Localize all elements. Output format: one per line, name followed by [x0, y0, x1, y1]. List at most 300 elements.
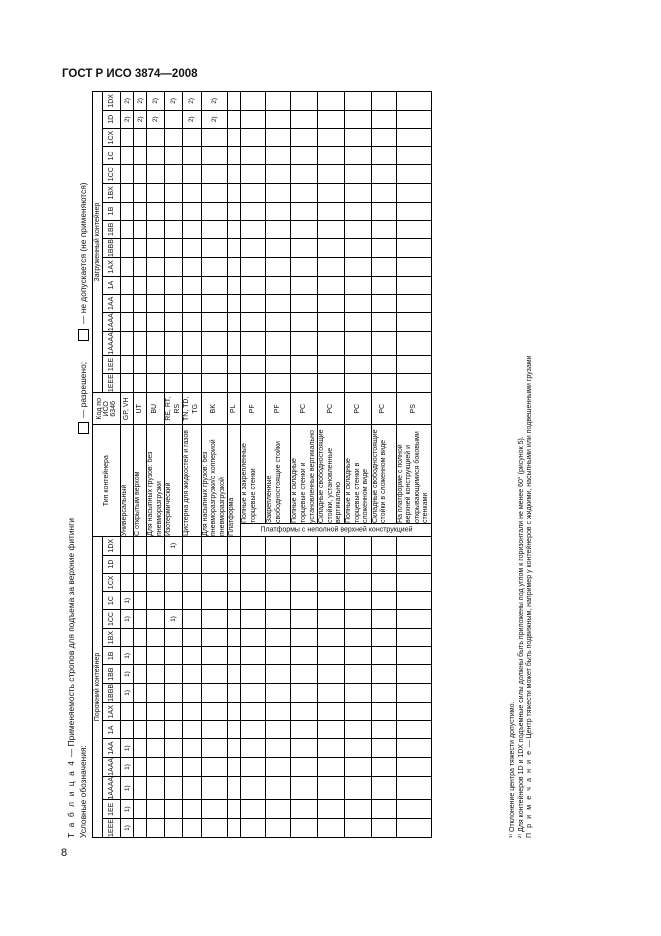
loaded-size-1b: 1B	[103, 202, 121, 220]
table-title	[66, 91, 76, 838]
empty-mark-cell	[371, 647, 396, 665]
iso-code-cell: RE, RT, RS	[165, 393, 183, 425]
empty-mark-cell	[183, 665, 201, 684]
loaded-mark-cell	[318, 276, 345, 294]
loaded-mark-cell	[121, 332, 134, 356]
platform-group-label	[241, 523, 432, 536]
loaded-mark-cell	[183, 147, 201, 165]
empty-mark-cell	[266, 536, 291, 555]
loaded-mark-cell	[121, 258, 134, 277]
table-row	[201, 92, 228, 838]
platform-row	[266, 92, 291, 838]
note	[526, 91, 535, 838]
empty-mark-cell: 1)	[121, 683, 134, 702]
empty-mark-cell	[228, 665, 241, 684]
loaded-mark-cell	[291, 258, 318, 277]
loaded-mark-cell	[371, 313, 396, 332]
loaded-mark-cell	[241, 294, 266, 313]
loaded-size-1a: 1A	[103, 276, 121, 294]
container-type-cell: Цистерна для жидкостей и газов	[183, 425, 201, 537]
empty-mark-cell	[291, 628, 318, 647]
empty-mark-cell	[228, 610, 241, 629]
loaded-mark-cell: 2)	[183, 92, 201, 111]
empty-mark-cell	[134, 592, 147, 610]
loaded-mark-cell	[396, 258, 431, 277]
empty-mark-cell	[291, 739, 318, 758]
platform-row	[241, 92, 266, 838]
empty-mark-cell	[396, 665, 431, 684]
note-text: — Центр тяжести может быть подвижным, например у контейнеров с жидкими, насыпными или подвешенными грузами	[526, 355, 534, 750]
type-header: Тип контейнера	[93, 425, 121, 537]
loaded-mark-cell	[266, 128, 291, 147]
loaded-mark-cell	[134, 202, 147, 220]
iso-code-cell: PF	[241, 393, 266, 425]
loaded-size-1dx: 1DX	[103, 92, 121, 111]
empty-mark-cell	[396, 757, 431, 776]
empty-mark-cell	[241, 555, 266, 573]
container-type-cell: На платформе с полной верхней конструкцией и открывающимися боковыми стенками	[396, 425, 431, 524]
empty-size-1aaa: 1AAA	[103, 757, 121, 776]
loaded-mark-cell	[266, 332, 291, 356]
iso-code-cell: PC	[344, 393, 371, 425]
loaded-mark-cell	[291, 110, 318, 128]
empty-size-1dx: 1DX	[103, 536, 121, 555]
empty-mark-cell	[134, 819, 147, 838]
empty-mark-cell	[396, 702, 431, 721]
empty-mark-cell	[165, 628, 183, 647]
loaded-mark-cell	[201, 184, 228, 203]
empty-mark-cell	[228, 573, 241, 592]
loaded-mark-cell	[165, 355, 183, 374]
loaded-mark-cell: 2)	[201, 92, 228, 111]
loaded-mark-cell	[134, 355, 147, 374]
empty-mark-cell	[183, 628, 201, 647]
loaded-mark-cell	[147, 184, 165, 203]
iso-code-cell: PS	[396, 393, 431, 425]
empty-mark-cell	[291, 721, 318, 739]
empty-mark-cell	[371, 721, 396, 739]
empty-mark-cell	[371, 592, 396, 610]
loaded-mark-cell	[344, 92, 371, 111]
empty-mark-cell	[183, 721, 201, 739]
loaded-mark-cell	[266, 92, 291, 111]
loaded-mark-cell	[371, 332, 396, 356]
loaded-mark-cell	[318, 332, 345, 356]
loaded-mark-cell	[241, 374, 266, 393]
empty-mark-cell	[165, 819, 183, 838]
empty-mark-cell	[344, 683, 371, 702]
empty-mark-cell	[291, 592, 318, 610]
loaded-mark-cell: 2)	[121, 110, 134, 128]
empty-mark-cell	[121, 628, 134, 647]
loaded-mark-cell	[121, 355, 134, 374]
loaded-mark-cell	[371, 202, 396, 220]
empty-size-1bb: 1BB	[103, 665, 121, 684]
empty-mark-cell	[371, 610, 396, 629]
empty-mark-cell: 1)	[121, 610, 134, 629]
empty-mark-cell	[201, 536, 228, 555]
empty-mark-cell	[396, 776, 431, 800]
empty-mark-cell	[266, 647, 291, 665]
empty-mark-cell	[147, 776, 165, 800]
loaded-mark-cell	[201, 294, 228, 313]
container-type-cell: Складные свободностоящие стойки, установленные вертикально	[318, 425, 345, 524]
empty-mark-cell	[201, 573, 228, 592]
empty-mark-cell: 1)	[121, 776, 134, 800]
iso-code-cell: UT	[134, 393, 147, 425]
loaded-mark-cell	[318, 355, 345, 374]
empty-mark-cell	[396, 536, 431, 555]
empty-mark-cell	[201, 647, 228, 665]
loaded-mark-cell	[344, 258, 371, 277]
empty-size-1ee: 1EE	[103, 800, 121, 819]
empty-mark-cell	[344, 819, 371, 838]
loaded-mark-cell	[201, 128, 228, 147]
empty-mark-cell	[121, 555, 134, 573]
loaded-mark-cell	[121, 294, 134, 313]
empty-mark-cell	[165, 800, 183, 819]
empty-mark-cell	[165, 573, 183, 592]
loaded-mark-cell	[396, 92, 431, 111]
loaded-mark-cell	[344, 128, 371, 147]
platform-row	[344, 92, 371, 838]
loaded-mark-cell	[165, 184, 183, 203]
loaded-mark-cell	[371, 276, 396, 294]
loaded-mark-cell	[266, 220, 291, 239]
empty-mark-cell	[266, 573, 291, 592]
container-type-cell: Полные и складные торцевые стенки в сложенном виде	[344, 425, 371, 524]
loaded-mark-cell	[183, 313, 201, 332]
loaded-mark-cell	[241, 202, 266, 220]
loaded-mark-cell	[165, 276, 183, 294]
empty-mark-cell	[291, 536, 318, 555]
loaded-mark-cell	[396, 332, 431, 356]
empty-size-1bx: 1BX	[103, 628, 121, 647]
loaded-mark-cell	[291, 165, 318, 184]
empty-mark-cell: 1)	[165, 536, 183, 555]
loaded-mark-cell	[241, 128, 266, 147]
empty-mark-cell: 1)	[121, 739, 134, 758]
loaded-mark-cell	[371, 355, 396, 374]
loaded-size-1ee: 1EE	[103, 355, 121, 374]
loaded-mark-cell	[134, 165, 147, 184]
loaded-mark-cell	[121, 202, 134, 220]
loaded-mark-cell	[266, 184, 291, 203]
loaded-mark-cell	[147, 355, 165, 374]
loaded-mark-cell	[201, 276, 228, 294]
loaded-mark-cell	[241, 147, 266, 165]
platform-row	[371, 92, 396, 838]
empty-mark-cell	[344, 628, 371, 647]
loaded-mark-cell	[134, 147, 147, 165]
empty-mark-cell: 1)	[121, 819, 134, 838]
empty-mark-cell	[147, 800, 165, 819]
empty-mark-cell	[371, 757, 396, 776]
loaded-mark-cell	[344, 220, 371, 239]
loaded-mark-cell	[134, 374, 147, 393]
iso-code-cell: PC	[318, 393, 345, 425]
empty-mark-cell: 1)	[121, 757, 134, 776]
empty-mark-cell	[201, 702, 228, 721]
empty-mark-cell	[318, 757, 345, 776]
loaded-mark-cell	[318, 202, 345, 220]
container-type-cell: Складные свободностоящие стойки в сложенном виде	[371, 425, 396, 524]
iso-code-cell: TN, TD, TG	[183, 393, 201, 425]
loaded-mark-cell	[266, 110, 291, 128]
empty-mark-cell	[291, 573, 318, 592]
loaded-mark-cell	[228, 92, 241, 111]
loaded-mark-cell	[241, 258, 266, 277]
empty-mark-cell	[318, 573, 345, 592]
empty-mark-cell	[228, 721, 241, 739]
empty-mark-cell	[201, 555, 228, 573]
empty-mark-cell	[318, 721, 345, 739]
loaded-mark-cell	[318, 239, 345, 258]
loaded-mark-cell	[183, 220, 201, 239]
empty-mark-cell	[396, 721, 431, 739]
loaded-mark-cell	[291, 239, 318, 258]
empty-mark-cell: 1)	[121, 592, 134, 610]
empty-mark-cell	[134, 628, 147, 647]
loaded-mark-cell	[201, 374, 228, 393]
loaded-mark-cell	[291, 374, 318, 393]
empty-mark-cell	[241, 573, 266, 592]
loaded-mark-cell	[344, 165, 371, 184]
empty-mark-cell	[201, 776, 228, 800]
loaded-mark-cell	[228, 184, 241, 203]
empty-mark-cell	[371, 536, 396, 555]
loaded-mark-cell	[318, 258, 345, 277]
empty-mark-cell	[241, 721, 266, 739]
empty-mark-cell	[318, 592, 345, 610]
empty-mark-cell	[228, 536, 241, 555]
sling-applicability-table	[92, 91, 432, 838]
empty-mark-cell	[228, 683, 241, 702]
loaded-mark-cell	[318, 313, 345, 332]
empty-size-1cx: 1CX	[103, 573, 121, 592]
loaded-mark-cell	[291, 220, 318, 239]
empty-mark-cell	[121, 721, 134, 739]
loaded-mark-cell	[291, 276, 318, 294]
loaded-mark-cell	[228, 258, 241, 277]
empty-mark-cell	[396, 592, 431, 610]
loaded-mark-cell	[165, 374, 183, 393]
empty-mark-cell	[147, 665, 165, 684]
empty-mark-cell	[183, 683, 201, 702]
empty-mark-cell	[201, 800, 228, 819]
empty-mark-cell	[241, 628, 266, 647]
loaded-mark-cell	[228, 294, 241, 313]
loaded-mark-cell	[121, 374, 134, 393]
container-type-cell: Изотермический	[165, 425, 183, 537]
loaded-mark-cell	[344, 294, 371, 313]
empty-mark-cell	[183, 776, 201, 800]
loaded-mark-cell	[183, 276, 201, 294]
empty-mark-cell	[228, 628, 241, 647]
loaded-mark-cell	[318, 128, 345, 147]
empty-mark-cell	[183, 592, 201, 610]
empty-mark-cell	[147, 555, 165, 573]
table-title-text: — Применяемость стропов для подъема за верхние фитинги	[66, 518, 76, 760]
empty-mark-cell	[228, 647, 241, 665]
loaded-mark-cell	[228, 276, 241, 294]
container-type-cell: Платформа	[228, 425, 241, 537]
empty-mark-cell	[147, 739, 165, 758]
container-type-cell: Универсальный	[121, 425, 134, 537]
loaded-mark-cell	[121, 313, 134, 332]
loaded-mark-cell	[201, 258, 228, 277]
notes	[509, 91, 535, 838]
loaded-mark-cell	[183, 355, 201, 374]
empty-mark-cell	[201, 739, 228, 758]
legend-forbidden-box	[78, 329, 89, 341]
code-header: Код по ИСО 6346	[93, 393, 121, 425]
loaded-mark-cell	[147, 258, 165, 277]
loaded-size-1aaaa: 1AAAA	[103, 332, 121, 356]
loaded-mark-cell	[291, 332, 318, 356]
loaded-mark-cell	[396, 239, 431, 258]
legend-label: Условные обозначения:	[78, 745, 88, 838]
container-type-cell: С открытым верхом	[134, 425, 147, 537]
empty-mark-cell	[241, 757, 266, 776]
iso-code-cell: PF	[266, 393, 291, 425]
empty-mark-cell	[266, 739, 291, 758]
rotated-table-area	[66, 91, 586, 838]
platform-row	[396, 92, 431, 838]
empty-mark-cell	[183, 757, 201, 776]
empty-mark-cell	[344, 573, 371, 592]
loaded-mark-cell	[134, 313, 147, 332]
empty-mark-cell	[147, 757, 165, 776]
container-type-cell: Для насыпных грузов: без пневморазгрузки/с хоппериой пневморазгрузкой	[201, 425, 228, 537]
empty-mark-cell	[291, 757, 318, 776]
loaded-mark-cell	[344, 147, 371, 165]
loaded-mark-cell	[183, 294, 201, 313]
empty-mark-cell	[201, 683, 228, 702]
loaded-mark-cell	[396, 355, 431, 374]
empty-mark-cell	[228, 555, 241, 573]
loaded-mark-cell: 2)	[165, 92, 183, 111]
empty-mark-cell	[291, 776, 318, 800]
empty-mark-cell	[318, 555, 345, 573]
loaded-mark-cell	[165, 220, 183, 239]
loaded-mark-cell	[396, 313, 431, 332]
loaded-mark-cell	[121, 220, 134, 239]
loaded-mark-cell: 2)	[201, 110, 228, 128]
loaded-size-1aa: 1AA	[103, 294, 121, 313]
empty-mark-cell	[165, 592, 183, 610]
loaded-mark-cell	[241, 355, 266, 374]
empty-mark-cell	[147, 628, 165, 647]
loaded-mark-cell	[266, 276, 291, 294]
loaded-mark-cell	[396, 276, 431, 294]
empty-mark-cell	[344, 592, 371, 610]
empty-mark-cell	[396, 610, 431, 629]
loaded-mark-cell	[371, 92, 396, 111]
empty-mark-cell	[318, 665, 345, 684]
loaded-mark-cell	[396, 110, 431, 128]
empty-mark-cell	[134, 739, 147, 758]
loaded-mark-cell	[396, 294, 431, 313]
empty-mark-cell	[147, 592, 165, 610]
loaded-mark-cell	[183, 374, 201, 393]
empty-mark-cell	[318, 739, 345, 758]
loaded-mark-cell	[266, 202, 291, 220]
loaded-size-1eee: 1EEE	[103, 374, 121, 393]
empty-mark-cell	[183, 800, 201, 819]
empty-mark-cell	[396, 628, 431, 647]
iso-code-cell: PC	[371, 393, 396, 425]
loaded-mark-cell	[241, 220, 266, 239]
empty-mark-cell	[201, 628, 228, 647]
empty-mark-cell	[165, 757, 183, 776]
loaded-mark-cell	[291, 294, 318, 313]
empty-mark-cell	[371, 800, 396, 819]
loaded-mark-cell	[318, 294, 345, 313]
loaded-mark-cell	[228, 239, 241, 258]
empty-mark-cell	[183, 555, 201, 573]
empty-mark-cell	[165, 702, 183, 721]
loaded-mark-cell	[318, 92, 345, 111]
loaded-mark-cell	[201, 165, 228, 184]
loaded-mark-cell	[201, 239, 228, 258]
empty-mark-cell	[371, 683, 396, 702]
empty-mark-cell	[266, 757, 291, 776]
loaded-mark-cell	[344, 374, 371, 393]
empty-mark-cell	[396, 555, 431, 573]
loaded-mark-cell	[134, 239, 147, 258]
loaded-mark-cell	[147, 239, 165, 258]
loaded-mark-cell	[147, 165, 165, 184]
loaded-mark-cell	[165, 294, 183, 313]
footnote-2: ²⁾ Для контейнеров 1D и 1DX подъемные силы должны быть приложены под углом к горизонтали не менее 60° (рисунок 5).	[517, 436, 525, 838]
loaded-mark-cell	[121, 276, 134, 294]
loaded-mark-cell	[344, 202, 371, 220]
empty-mark-cell	[241, 683, 266, 702]
loaded-mark-cell	[134, 220, 147, 239]
loaded-mark-cell	[121, 147, 134, 165]
loaded-size-1d: 1D	[103, 110, 121, 128]
empty-mark-cell	[318, 819, 345, 838]
empty-mark-cell	[396, 819, 431, 838]
empty-size-1aaaa: 1AAAA	[103, 776, 121, 800]
empty-mark-cell	[291, 702, 318, 721]
empty-mark-cell	[266, 665, 291, 684]
empty-mark-cell	[134, 555, 147, 573]
loaded-mark-cell	[183, 128, 201, 147]
loaded-mark-cell: 2)	[183, 110, 201, 128]
loaded-mark-cell	[165, 258, 183, 277]
empty-mark-cell	[134, 610, 147, 629]
loaded-mark-cell	[266, 165, 291, 184]
loaded-mark-cell	[147, 276, 165, 294]
loaded-mark-cell	[241, 332, 266, 356]
empty-mark-cell	[134, 573, 147, 592]
loaded-mark-cell	[183, 239, 201, 258]
loaded-mark-cell	[147, 220, 165, 239]
loaded-mark-cell	[396, 165, 431, 184]
loaded-mark-cell	[165, 110, 183, 128]
loaded-mark-cell	[147, 294, 165, 313]
empty-mark-cell	[371, 776, 396, 800]
empty-mark-cell	[344, 776, 371, 800]
loaded-mark-cell	[201, 147, 228, 165]
empty-mark-cell	[371, 739, 396, 758]
table-row	[183, 92, 201, 838]
empty-mark-cell	[318, 702, 345, 721]
empty-mark-cell	[371, 628, 396, 647]
empty-mark-cell	[318, 776, 345, 800]
